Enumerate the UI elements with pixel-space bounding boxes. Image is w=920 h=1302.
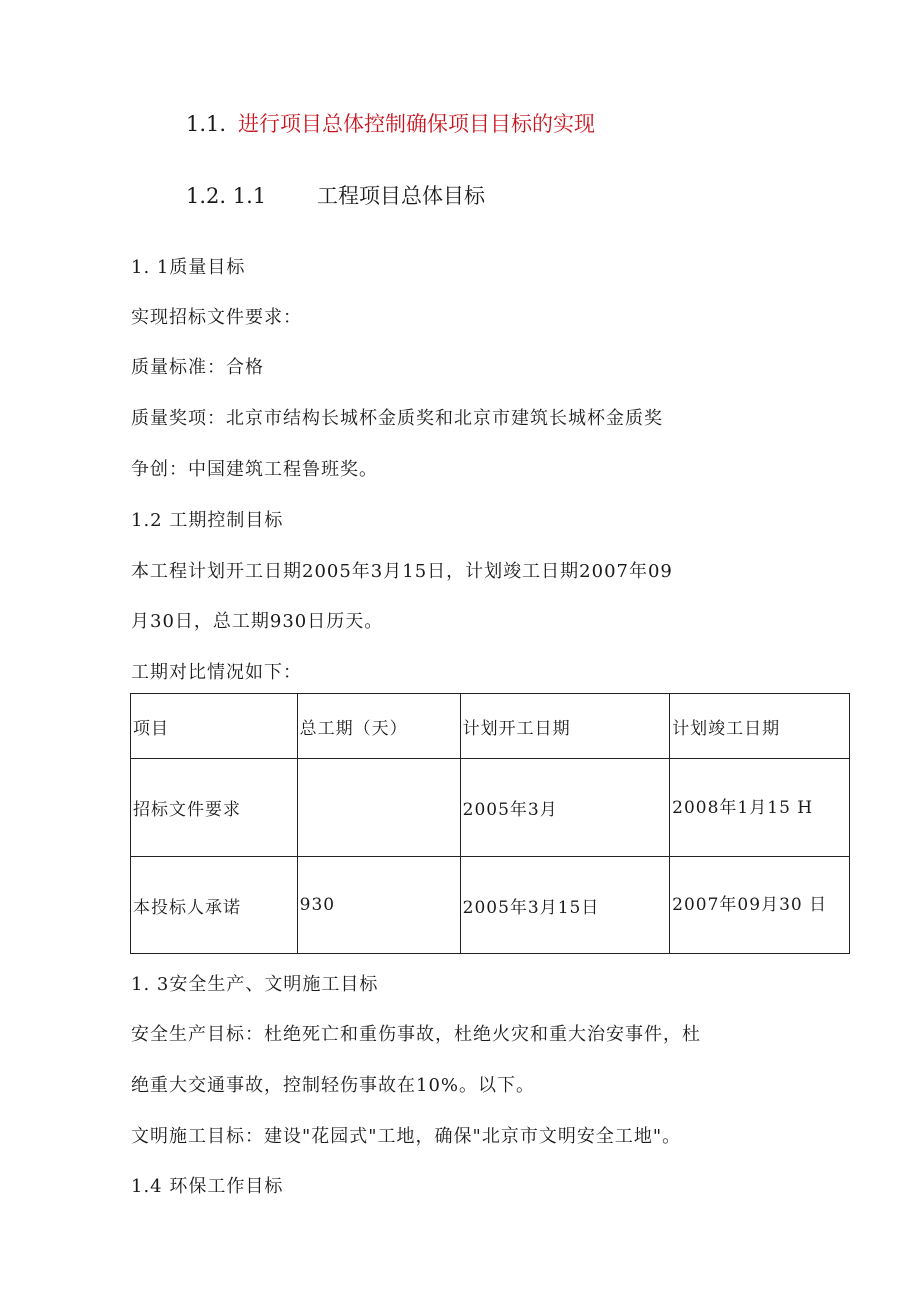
table-header-cell: 计划竣工日期 bbox=[670, 694, 850, 759]
table-header-cell: 项目 bbox=[131, 694, 298, 759]
table-cell: 2007年09月30 日 bbox=[670, 857, 850, 954]
table-cell: 2005年3月 bbox=[460, 759, 670, 857]
period-goal-title: 1.2 工期控制目标 bbox=[131, 510, 284, 531]
table-cell bbox=[297, 759, 460, 857]
table-cell: 2005年3月15日 bbox=[460, 857, 670, 954]
section-number: 1.2. 1.1 bbox=[186, 184, 267, 208]
quality-strive: 争创：中国建筑工程鲁班奖。 bbox=[131, 459, 378, 480]
period-line-2: 月30日，总工期930日历天。 bbox=[131, 611, 384, 632]
table-cell: 2008年1月15 H bbox=[670, 759, 850, 857]
quality-requirement: 实现招标文件要求： bbox=[131, 307, 302, 328]
safety-goal-title: 1. 3安全生产、文明施工目标 bbox=[131, 974, 379, 995]
table-cell: 本投标人承诺 bbox=[131, 857, 298, 954]
period-compare-intro: 工期对比情况如下： bbox=[131, 662, 302, 683]
table-row bbox=[131, 759, 850, 857]
table-cell: 930 bbox=[297, 857, 460, 954]
quality-standard: 质量标准：合格 bbox=[131, 357, 264, 378]
section-title: 工程项目总体目标 bbox=[317, 184, 485, 208]
period-line-1: 本工程计划开工日期2005年3月15日，计划竣工日期2007年09 bbox=[131, 561, 673, 582]
environment-goal-title: 1.4 环保工作目标 bbox=[131, 1176, 284, 1197]
table-header-cell: 计划开工日期 bbox=[460, 694, 670, 759]
table-header-cell: 总工期（天） bbox=[297, 694, 460, 759]
section-heading-1-1 bbox=[186, 108, 595, 138]
safety-line-2: 绝重大交通事故，控制轻伤事故在10%。以下。 bbox=[131, 1075, 536, 1096]
table-cell: 招标文件要求 bbox=[131, 759, 298, 857]
period-comparison-table bbox=[130, 693, 850, 954]
section-title: 进行项目总体控制确保项目目标的实现 bbox=[238, 112, 595, 136]
section-heading-1-2 bbox=[186, 180, 485, 210]
section-number: 1.1. bbox=[186, 112, 227, 136]
civil-construction-goal: 文明施工目标：建设"花园式"工地，确保"北京市文明安全工地"。 bbox=[131, 1126, 682, 1147]
quality-award: 质量奖项：北京市结构长城杯金质奖和北京市建筑长城杯金质奖 bbox=[131, 408, 663, 429]
safety-line-1: 安全生产目标：杜绝死亡和重伤事故，杜绝火灾和重大治安事件，杜 bbox=[131, 1024, 701, 1045]
table-row bbox=[131, 857, 850, 954]
table-header-row bbox=[131, 694, 850, 759]
quality-goal-title: 1. 1质量目标 bbox=[131, 257, 246, 278]
